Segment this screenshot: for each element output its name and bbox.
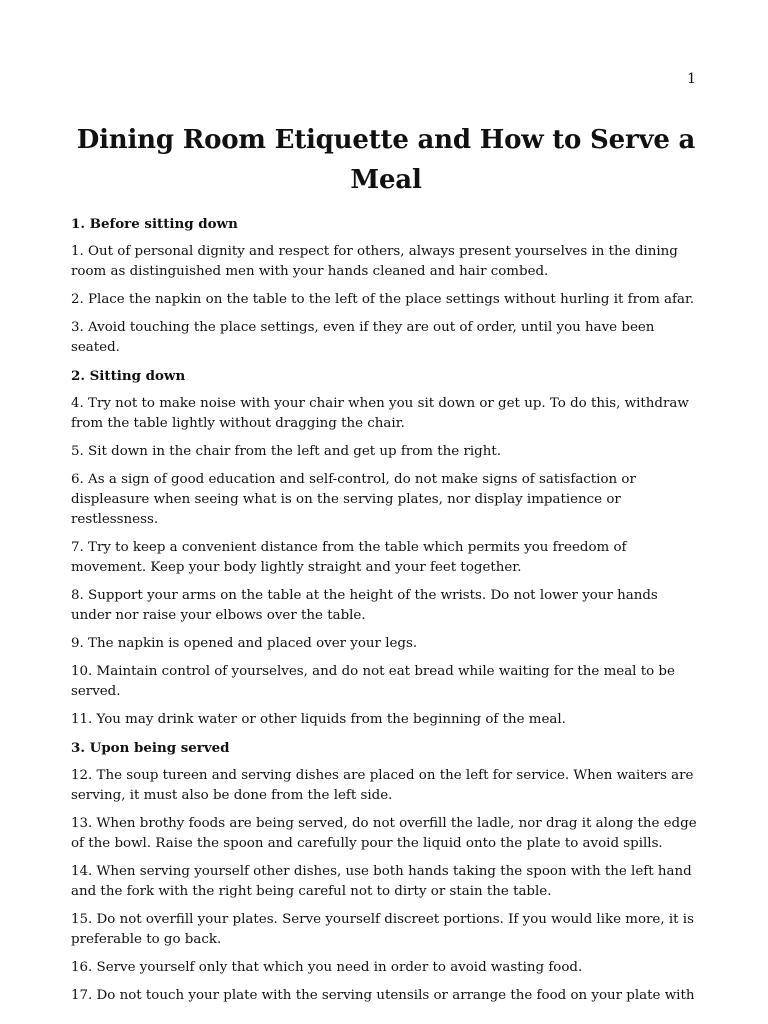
rule-paragraph: 10. Maintain control of yourselves, and do not eat bread while waiting for the meal to be served. (71, 664, 675, 699)
section-heading: 1. Before sitting down (71, 216, 238, 232)
document-sections (71, 214, 701, 1006)
rule-paragraph: 7. Try to keep a convenient distance from the table which permits you freedom of movement. Keep your body lightly straight and your feet together. (71, 540, 627, 575)
rule-paragraph: 15. Do not overfill your plates. Serve yourself discreet portions. If you would like more, it is preferable to go back. (71, 912, 694, 947)
document-body (71, 120, 701, 1014)
rule-paragraph: 3. Avoid touching the place settings, even if they are out of order, until you have been seated. (71, 320, 655, 355)
rule-paragraph: 2. Place the napkin on the table to the left of the place settings without hurling it from afar. (71, 292, 695, 307)
rule-paragraph: 12. The soup tureen and serving dishes are placed on the left for service. When waiters are serving, it must also be done from the left side. (71, 768, 694, 803)
rule-paragraph: 14. When serving yourself other dishes, use both hands taking the spoon with the left hand and the fork with the right being careful not to dirty or stain the table. (71, 864, 692, 899)
rule-paragraph: 8. Support your arms on the table at the height of the wrists. Do not lower your hands under nor raise your elbows over the table. (71, 588, 658, 623)
page-number: 1 (687, 71, 696, 87)
rule-paragraph: 17. Do not touch your plate with the serving utensils or arrange the food on your plate with (71, 988, 695, 1003)
rule-paragraph: 11. You may drink water or other liquids from the beginning of the meal. (71, 712, 566, 727)
section-heading: 2. Sitting down (71, 368, 186, 384)
rule-paragraph: 1. Out of personal dignity and respect for others, always present yourselves in the dining room as distinguished men with your hands cleaned and hair combed. (71, 244, 678, 279)
rule-paragraph: 5. Sit down in the chair from the left and get up from the right. (71, 444, 501, 459)
rule-paragraph: 6. As a sign of good education and self-control, do not make signs of satisfaction or displeasure when seeing what is on the serving plates, nor display impatience or restlessness. (71, 472, 636, 527)
rule-paragraph: 13. When brothy foods are being served, do not overfill the ladle, nor drag it along the edge of the bowl. Raise the spoon and carefully pour the liquid onto the plate to avoid spills. (71, 816, 697, 851)
rule-paragraph: 4. Try not to make noise with your chair when you sit down or get up. To do this, withdraw from the table lightly without dragging the chair. (71, 396, 689, 431)
rule-paragraph: 9. The napkin is opened and placed over your legs. (71, 636, 418, 651)
section-heading: 3. Upon being served (71, 740, 230, 756)
document-title: Dining Room Etiquette and How to Serve a Meal (76, 125, 696, 195)
rule-paragraph: 16. Serve yourself only that which you need in order to avoid wasting food. (71, 960, 583, 975)
